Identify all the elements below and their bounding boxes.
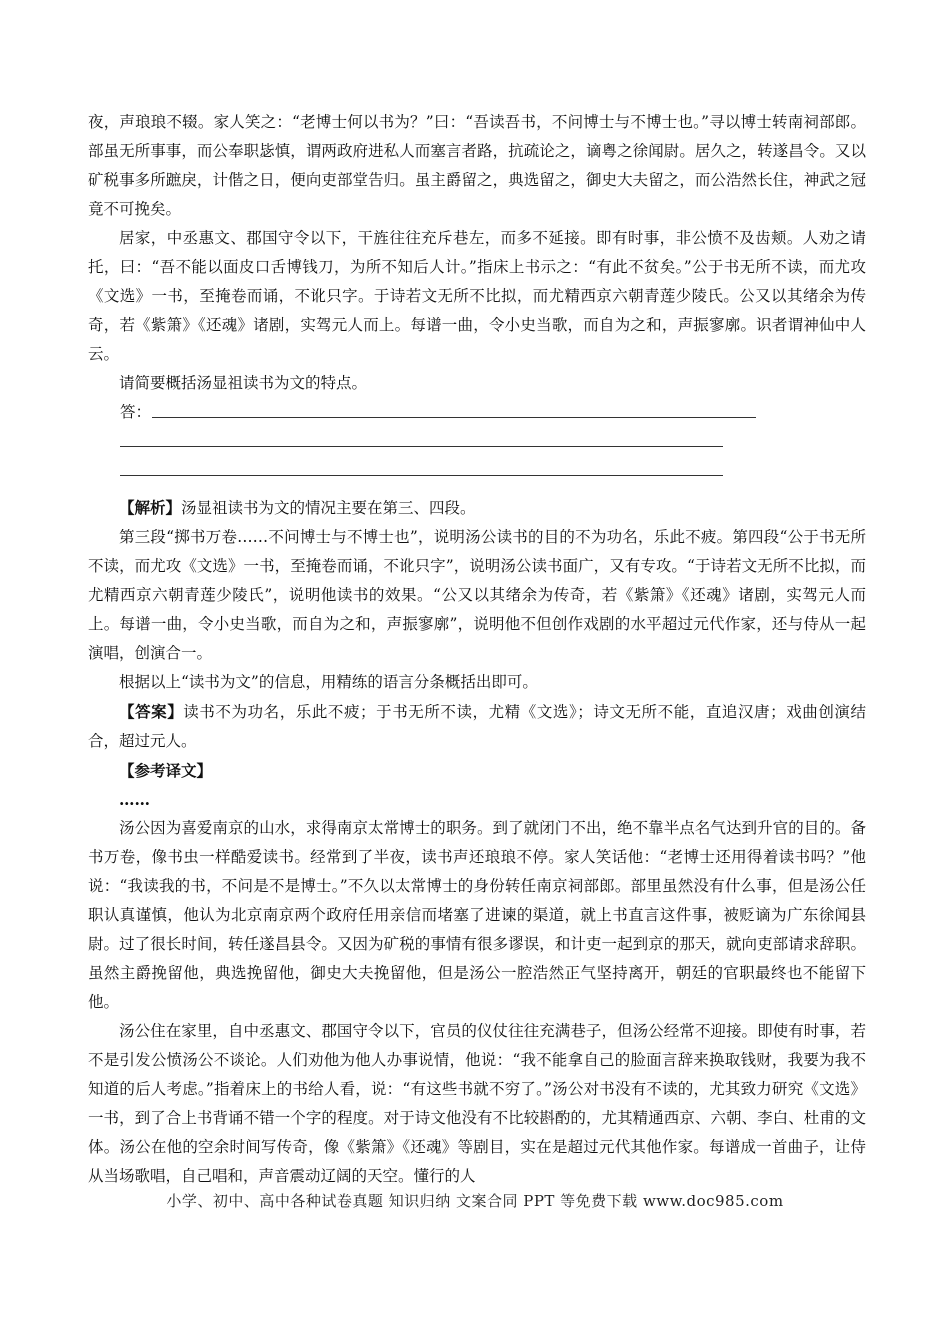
answer-underline-3 (120, 475, 723, 476)
analysis-text-1: 汤显祖读书为文的情况主要在第三、四段。 (181, 499, 476, 517)
answer-line-2 (88, 427, 866, 456)
analysis-label: 【解析】 (119, 498, 182, 517)
answer-key-text: 读书不为功名，乐此不疲；于书无所不读，尤精《文选》；诗文无所不能，直追汉唐；戏曲创演结合，超过元人。 (88, 703, 866, 750)
translation-paragraph-4: 汤公住在家里，自中丞惠文、郡国守令以下，官员的仪仗往往充满巷子，但汤公经常不迎接。即使有时事，若不是引发公愤汤公不谈论。人们劝他为他人办事说情，他说：“我不能拿自己的脸面言辞来换取钱财，我要为我不知道的后人考虑。”指着床上的书给人看，说：“有这些书就不穷了。”汤公对书没有不读的，尤其致力研究《文选》一书，到了合上书背诵不错一个字的程度。对于诗文他没有不比较斟酌的，尤其精通西京、六朝、李白、杜甫的文体。汤公在他的空余时间写传奇，像《紫箫》《还魂》等剧目，实在是超过元代其他作家。每谱成一首曲子，让侍从当场歌唱，自己唱和，声音震动辽阔的天空。懂行的人 (88, 1022, 866, 1185)
passage-paragraph-3: 夜，声琅琅不辍。家人笑之：“老博士何以书为？”曰：“吾读吾书，不问博士与不博士也。”寻以博士转南祠部郎。部虽无所事事，而公奉职毖慎，谓两政府进私人而塞言者路，抗疏论之，谪粤之徐闻尉。居久之，转遂昌令。又以矿税事多所蹠戾，计偕之日，便向吏部堂告归。虽主爵留之，典选留之，御史大夫留之，而公浩然长住，神武之冠竟不可挽矣。 (88, 113, 866, 218)
analysis-intro (88, 493, 866, 523)
analysis-text-2: 第三段“掷书万卷……不问博士与不博士也”，说明汤公读书的目的不为功名，乐此不疲。第四段“公于书无所不读，而尤攻《文选》一书，至掩卷而诵，不讹只字”，说明汤公读书面广，又有专攻。“于诗若文无所不比拟，而尤精西京六朝青莲少陵氏”，说明他读书的效果。“公又以其绪余为传奇，若《紫箫》《还魂》诸剧，实驾元人而上。每谱一曲，令小史当歌，而自为之和，声振寥廓”，说明他不但创作戏剧的水平超过元代作家，还与侍从一起演唱，创演合一。 (88, 528, 866, 662)
translation-ellipsis: …… (119, 790, 150, 809)
answer-line-3 (88, 456, 866, 485)
document-body (88, 108, 866, 1191)
answer-underline-2 (120, 446, 723, 447)
answer-underline-1 (152, 417, 756, 418)
analysis-text-3: 根据以上“读书为文”的信息，用精练的语言分条概括出即可。 (119, 673, 538, 691)
question-text: 请简要概括汤显祖读书为文的特点。 (119, 374, 368, 392)
answer-label: 答： (120, 403, 152, 421)
answer-line-1 (88, 398, 866, 427)
answer-key (88, 697, 866, 756)
page-footer: 小学、初中、高中各种试卷真题 知识归纳 文案合同 PPT 等免费下载 www.doc985.com (166, 1192, 784, 1210)
translation-label: 【参考译文】 (119, 761, 213, 780)
passage-paragraph-4: 居家，中丞惠文、郡国守令以下，干旌往往充斥巷左，而多不延接。即有时事，非公愤不及齿颊。人劝之请托，曰：“吾不能以面皮口舌博钱刀，为所不知后人计。”指床上书示之：“有此不贫矣。”公于书无所不读，而尤攻《文选》一书，至掩卷而诵，不讹只字。于诗若文无所不比拟，而尤精西京六朝青莲少陵氏。公又以其绪余为传奇，若《紫箫》《还魂》诸剧，实驾元人而上。每谱一曲，令小史当歌，而自为之和，声振寥廓。识者谓神仙中人云。 (88, 229, 866, 363)
translation-paragraph-3: 汤公因为喜爱南京的山水，求得南京太常博士的职务。到了就闭门不出，绝不靠半点名气达到升官的目的。备书万卷，像书虫一样酷爱读书。经常到了半夜，读书声还琅琅不停。家人笑话他：“老博士还用得着读书吗？”他说：“我读我的书，不问是不是博士。”不久以太常博士的身份转任南京祠部郎。部里虽然没有什么事，但是汤公任职认真谨慎，他认为北京南京两个政府任用亲信而堵塞了进谏的渠道，就上书直言这件事，被贬谪为广东徐闻县尉。过了很长时间，转任遂昌县令。又因为矿税的事情有很多谬误，和计吏一起到京的那天，就向吏部请求辞职。虽然主爵挽留他，典选挽留他，御史大夫挽留他，但是汤公一腔浩然正气坚持离开，朝廷的官职最终也不能留下他。 (88, 819, 866, 1011)
answer-key-label: 【答案】 (119, 702, 184, 721)
